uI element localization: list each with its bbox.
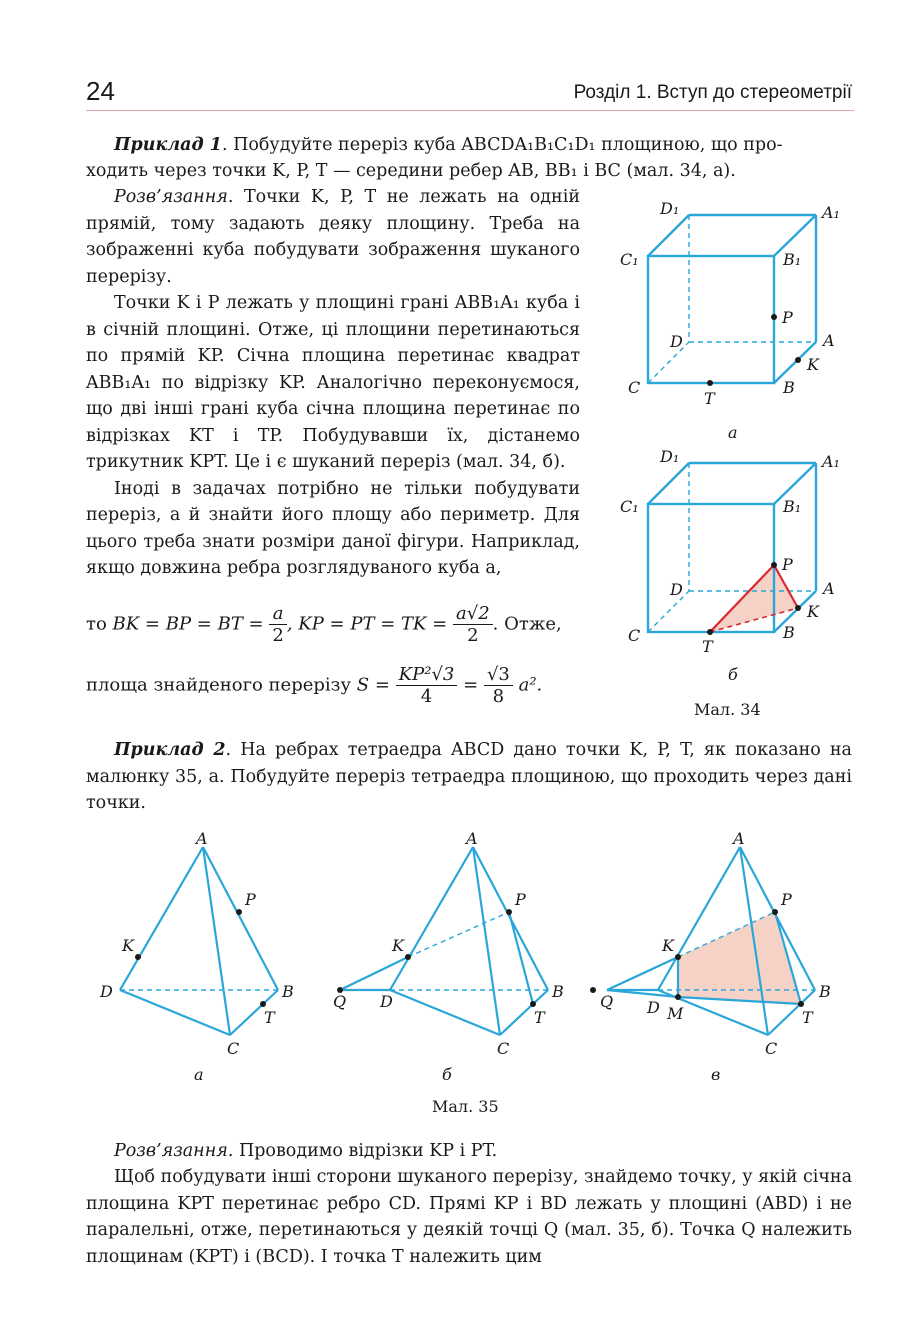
cube-figure-a [600,190,860,450]
label-p: P [781,890,792,909]
label-d: D [670,580,683,599]
cube-front-face [648,256,774,383]
formula-edge-lengths: то BK = BP = BT = $\frac{a}{2}$ , KP = PT = TK = $\frac{a√2}{2}$ . Отже, [86,603,562,646]
solution1-label: Розв’язання [114,187,228,207]
label-q: Q [333,992,347,1011]
subfig-b-label: б [442,1065,452,1084]
label-b: B [783,378,795,397]
point-p [772,909,778,915]
label-t: T [704,389,715,408]
cube-edge-c1d1 [648,463,689,504]
label-b: B [783,623,795,642]
label-p: P [782,555,793,574]
point-p [771,562,777,568]
subfig-c-label: в [711,1065,721,1084]
label-b: B [819,982,831,1001]
point-k [795,605,801,611]
label-d: D [670,332,683,351]
label-b1: B₁ [783,497,802,516]
example2-title: Приклад 2 [114,740,226,760]
solution2-line1: Розв’язання. Проводимо відрізки KP і PT. [114,1141,498,1161]
cube-figure-b [600,440,860,690]
formula-section-area: площа знайденого перерізу S = $\frac{\text{KP²√3}}{4}$ = $\frac{√3}{8}$ a². [86,664,543,707]
cube-hidden-edge-cd [648,591,689,632]
example1-statement-line2: ходить через точки K, P, T — середини ребер AB, BB₁ і BC (мал. 34, а). [86,161,736,181]
label-d: D [100,982,113,1001]
point-k [795,357,801,363]
tetra-edge-dc [390,990,500,1035]
label-a: A [733,829,745,848]
example1-statement-line1: . Побудуйте переріз куба ABCDA₁B₁C₁D₁ площиною, що про- [221,135,783,155]
label-t: T [802,1008,813,1027]
solution2-label: Розв’язання [114,1141,228,1161]
page-number: 24 [86,76,115,106]
point-k [405,954,411,960]
label-d: D [380,992,393,1011]
point-t [798,1001,804,1007]
fraction-a-root2-over-2: $\frac{a√2}{2}$ [453,603,493,646]
label-k: K [392,936,404,955]
label-t: T [702,637,713,656]
label-d1: D₁ [660,199,680,218]
label-k: K [122,936,134,955]
point-t [530,1001,536,1007]
label-k: K [807,602,819,621]
label-b: B [282,982,294,1001]
label-p: P [782,308,793,327]
fraction-kp2-root3-over-4: $\frac{\text{KP²√3}}{4}$ [396,664,458,707]
label-d: D [647,998,660,1017]
label-c1: C₁ [620,250,639,269]
example1-statement [86,132,852,159]
point-t [707,380,713,386]
label-a: A [196,829,208,848]
tetra-figure-a [90,825,320,1095]
point-t [260,1001,266,1007]
label-c1: C₁ [620,497,639,516]
label-q: Q [600,992,614,1011]
cube-edge-c1d1 [648,215,689,256]
label-a: A [823,579,835,598]
tetra-figure-c [585,825,855,1095]
tetra-edge-dc [120,990,230,1035]
cube-hidden-edge-cd [648,342,689,383]
tetra-edge-ac [203,847,230,1035]
label-p: P [245,890,256,909]
point-p [506,909,512,915]
point-k [675,954,681,960]
label-c: C [765,1039,778,1058]
solution1-paragraph2: Точки K і P лежать у площині грані ABB₁A₁ куба і в січній площині. Отже, ці площини перетинаються по прямій KP. Січна площина перетинає квадрат ABB₁A₁ по відрізку KP. Аналогічно переконуємося, що дві інші грані куба січна площина перетинає по відрізках KT і TP. Побудувавши їх, дістанемо трикутник KPT. Це і є шуканий переріз (мал. 34, б). [86,293,580,472]
label-c: C [227,1039,240,1058]
header-rule [86,110,854,111]
point-m [675,994,681,1000]
label-a: A [823,331,835,350]
figure-34-caption: Мал. 34 [694,700,761,719]
point-p [771,314,777,320]
label-m: M [667,1004,684,1023]
label-a1: A₁ [822,452,840,471]
label-a1: A₁ [822,203,840,222]
point-t [707,629,713,635]
label-t: T [264,1008,275,1027]
solution1-paragraph3: Іноді в задачах потрібно не тільки побудувати переріз, а й знайти його площу або периметр. Для цього треба знати розміри даної фігури. Наприклад, якщо довжина ребра розглядуваного куба a, [86,478,580,578]
example1-title: Приклад 1 [114,135,222,155]
tetra-edge-ac [473,847,500,1035]
subfig-a-label: а [194,1065,204,1084]
figure-35-caption: Мал. 35 [432,1097,499,1116]
label-k: K [662,936,674,955]
subfig-a-label: а [728,423,738,442]
label-c: C [628,378,641,397]
solution1-column [86,184,580,582]
fraction-root3-over-8: $\frac{√3}{8}$ [484,664,513,707]
label-c: C [628,626,641,645]
label-k: K [807,355,819,374]
subfig-b-label: б [728,665,738,684]
point-q [590,987,596,993]
label-c: C [497,1039,510,1058]
label-b1: B₁ [783,250,802,269]
tetra-edge-ad [390,847,473,990]
tetra-figure-b [320,825,580,1095]
example2-statement: Приклад 2. На ребрах тетраедра ABCD дано точки K, P, T, як показано на малюнку 35, а. Побудуйте переріз тетраедра площиною, що проходить через дані точки. [86,740,852,813]
label-d1: D₁ [660,447,680,466]
point-p [236,909,242,915]
label-p: P [515,890,526,909]
label-a: A [466,829,478,848]
tetra-edge-ad [120,847,203,990]
point-k [135,954,141,960]
solution2-paragraph: Щоб побудувати інші сторони шуканого перерізу, знайдемо точку, у якій січна площина KPT перетинає ребро CD. Прямі KP і BD лежать у площині (ABD) і не паралельні, отже, перетинаються у деякій точці Q (мал. 35, б). Точка Q належить площинам (KPT) і (BCD). І точка T належить цим [86,1167,853,1267]
label-t: T [534,1008,545,1027]
chapter-title: Розділ 1. Вступ до стереометрії [573,82,852,103]
label-b: B [552,982,564,1001]
line-qk [340,957,408,990]
fraction-a-over-2: $\frac{a}{2}$ [269,603,286,646]
solution1-paragraph1: Розв’язання. Точки K, P, T не лежать на одній прямій, тому задають деяку площину. Треба на зображенні куба побудувати зображення шуканого перерізу. [86,187,580,287]
